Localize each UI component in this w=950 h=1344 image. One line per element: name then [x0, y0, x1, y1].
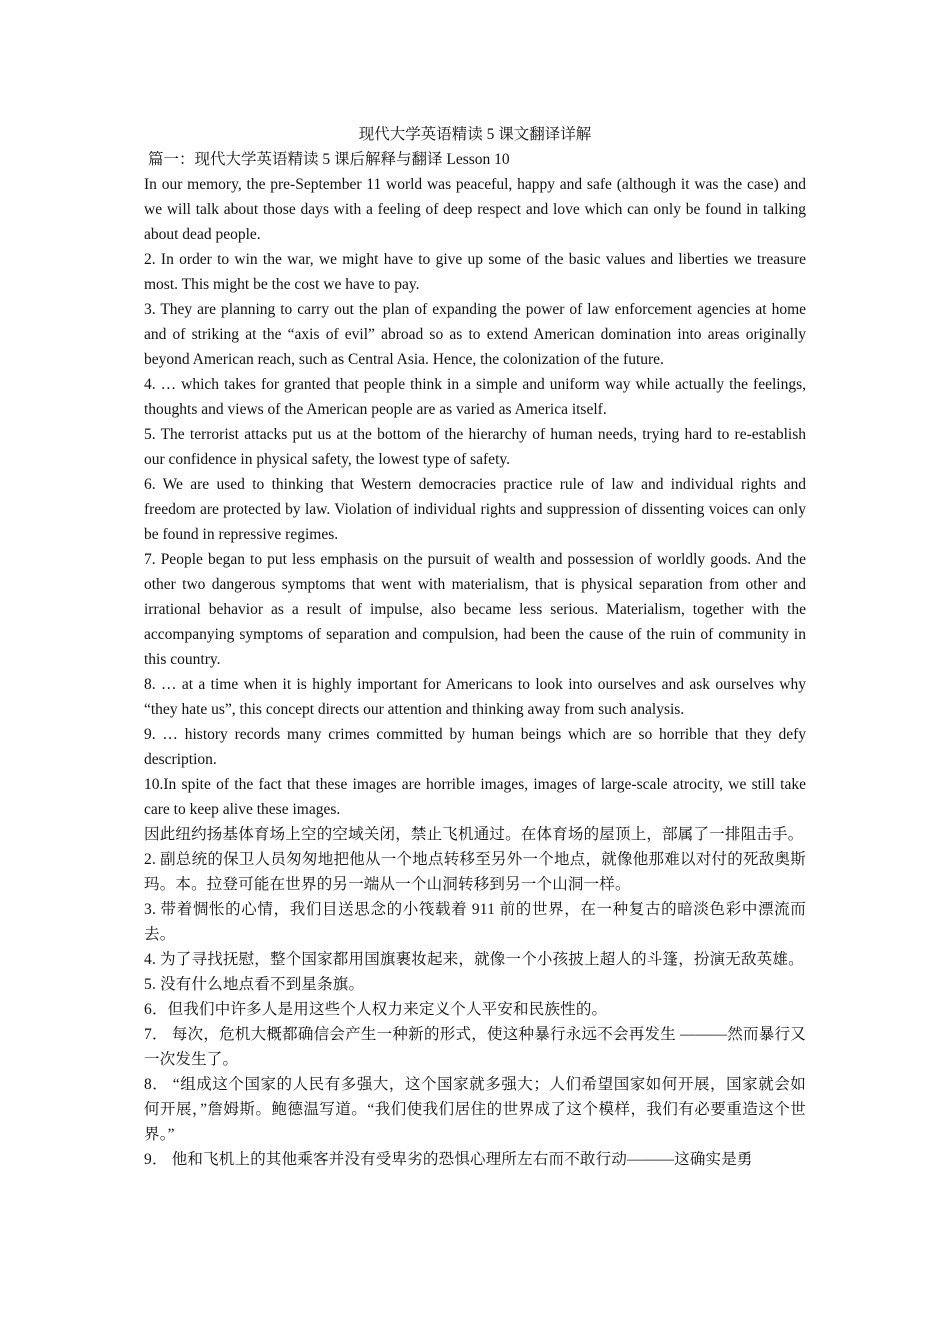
chinese-item-6: 6．但我们中许多人是用这些个人权力来定义个人平安和民族性的。: [144, 1001, 608, 1018]
chinese-item-1: 因此纽约扬基体育场上空的空域关闭，禁止飞机通过。在体育场的屋顶上，部属了一排阻击手。: [144, 826, 804, 843]
chinese-item-4: 4. 为了寻找抚慰，整个国家都用国旗裹妆起来，就像一个小孩披上超人的斗篷，扮演无敌英雄。: [144, 951, 804, 968]
chinese-item-3: 3. 带着惆怅的心情，我们目送思念的小筏载着 911 前的世界，在一种复古的暗淡色彩中漂流而去。: [144, 901, 806, 943]
english-item-7: 7. People began to put less emphasis on the pursuit of wealth and possession of worldly goods. And the other two dangerous symptoms that went with materialism, that is physical separation from other and irrational behavior as a result of impulse, also became less serious. Materialism, together with the accompanying symptoms of separation and compulsion, had been the cause of the ruin of community in this country.: [144, 551, 806, 668]
chinese-item-8: 8． “组成这个国家的人民有多强大，这个国家就多强大；人们希望国家如何开展，国家就会如何开展，”詹姆斯。鲍德温写道。“我们使我们居住的世界成了这个模样，我们有必要重造这个世界。”: [144, 1076, 806, 1143]
english-item-4: 4. … which takes for granted that people think in a simple and uniform way while actually the feelings, thoughts and views of the American people are as varied as America itself.: [144, 376, 806, 418]
english-item-9: 9. … history records many crimes committed by human beings which are so horrible that they defy description.: [144, 726, 806, 768]
english-item-5: 5. The terrorist attacks put us at the bottom of the hierarchy of human needs, trying hard to re-establish our confidence in physical safety, the lowest type of safety.: [144, 426, 806, 468]
english-item-1: In our memory, the pre-September 11 world was peaceful, happy and safe (although it was the case) and we will talk about those days with a feeling of deep respect and love which can only be found in talking about dead people.: [144, 176, 806, 243]
english-item-2: 2. In order to win the war, we might have to give up some of the basic values and liberties we treasure most. This might be the cost we have to pay.: [144, 251, 806, 293]
chinese-item-5: 5. 没有什么地点看不到星条旗。: [144, 976, 365, 993]
english-item-10: 10.In spite of the fact that these images are horrible images, images of large-scale atrocity, we still take care to keep alive these images.: [144, 776, 806, 818]
chinese-item-2: 2. 副总统的保卫人员匆匆地把他从一个地点转移至另外一个地点，就像他那难以对付的死敌奥斯玛。本。拉登可能在世界的另一端从一个山洞转移到另一个山洞一样。: [144, 851, 806, 893]
english-item-6: 6. We are used to thinking that Western democracies practice rule of law and individual rights and freedom are protected by law. Violation of individual rights and suppression of dissenting voices can only be found in repressive regimes.: [144, 476, 806, 543]
document-subtitle: 篇一：现代大学英语精读 5 课后解释与翻译 Lesson 10: [148, 151, 510, 168]
chinese-item-9: 9． 他和飞机上的其他乘客并没有受卑劣的恐惧心理所左右而不敢行动———这确实是勇: [144, 1151, 753, 1168]
document-page: [144, 122, 806, 1172]
english-item-8: 8. … at a time when it is highly important for Americans to look into ourselves and ask ourselves why “they hate us”, this concept directs our attention and thinking away from such analysis.: [144, 676, 806, 718]
english-item-3: 3. They are planning to carry out the plan of expanding the power of law enforcement agencies at home and of striking at the “axis of evil” abroad so as to extend American domination into areas originally beyond American reach, such as Central Asia. Hence, the colonization of the future.: [144, 301, 806, 368]
document-title: 现代大学英语精读 5 课文翻译详解: [358, 126, 592, 143]
chinese-item-7: 7． 每次，危机大概都确信会产生一种新的形式，使这种暴行永远不会再发生 ———然而暴行又一次发生了。: [144, 1026, 806, 1068]
